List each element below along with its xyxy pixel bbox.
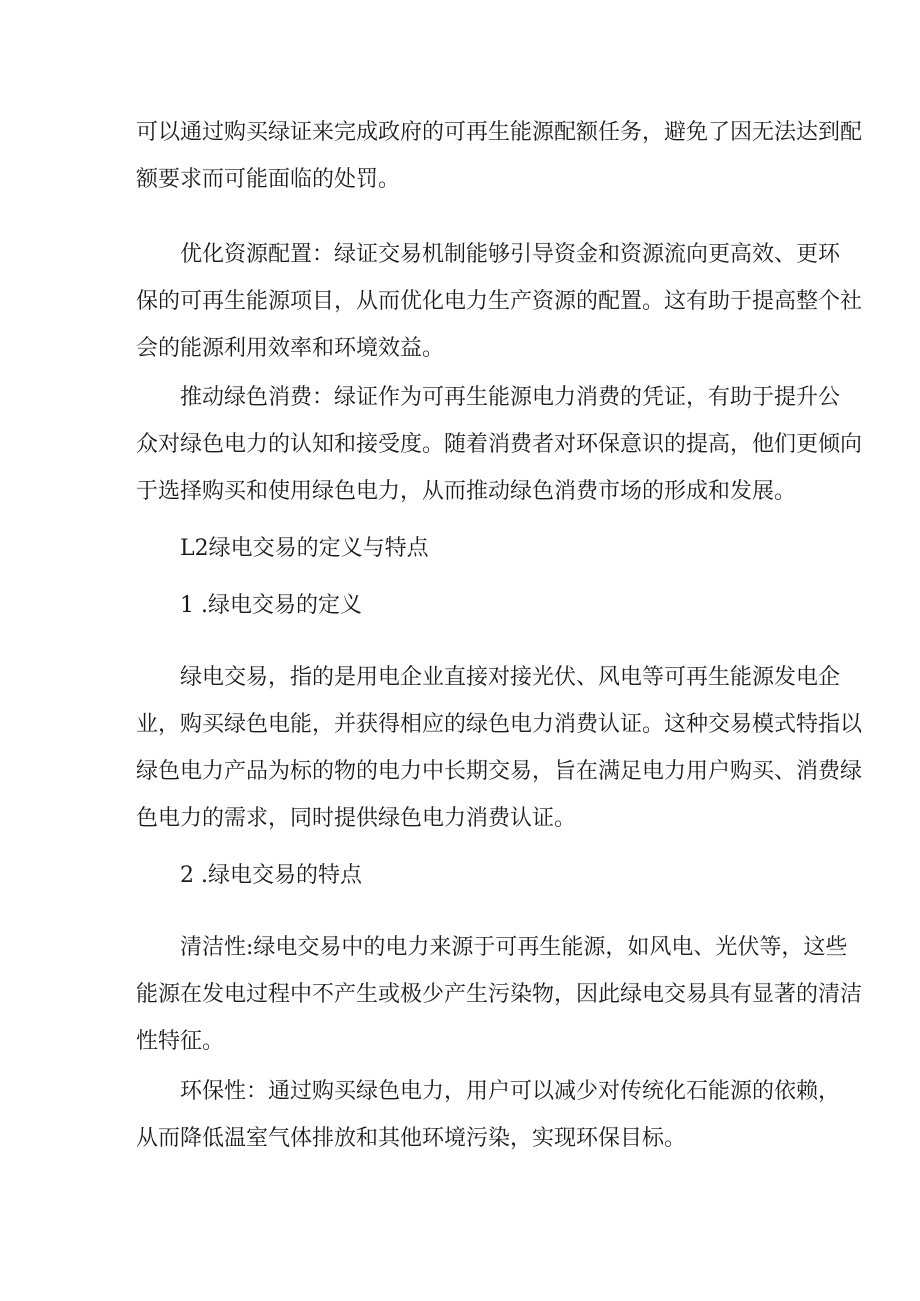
- paragraph-line: 可以通过购买绿证来完成政府的可再生能源配额任务，避免了因无法达到配: [136, 120, 863, 145]
- subsection-heading: 2 .绿电交易的特点: [180, 863, 362, 888]
- paragraph-line: 环保性：通过购买绿色电力，用户可以减少对传统化石能源的依赖，: [180, 1079, 841, 1104]
- paragraph-line: 推动绿色消费：绿证作为可再生能源电力消费的凭证，有助于提升公: [180, 385, 841, 410]
- paragraph-line: 额要求而可能面临的处罚。: [136, 167, 401, 192]
- paragraph-line: 于选择购买和使用绿色电力，从而推动绿色消费市场的形成和发展。: [136, 479, 797, 504]
- paragraph-line: 从而降低温室气体排放和其他环境污染，实现环保目标。: [136, 1126, 687, 1151]
- paragraph-line: 保的可再生能源项目，从而优化电力生产资源的配置。这有助于提高整个社: [136, 289, 863, 314]
- paragraph-line: 绿色电力产品为标的物的电力中长期交易，旨在满足电力用户购买、消费绿: [136, 759, 863, 784]
- paragraph-line: 业，购买绿色电能，并获得相应的绿色电力消费认证。这种交易模式特指以: [136, 712, 863, 737]
- section-heading: L2绿电交易的定义与特点: [180, 536, 429, 561]
- paragraph-line: 清洁性:绿电交易中的电力来源于可再生能源，如风电、光伏等，这些: [180, 935, 848, 960]
- paragraph-line: 绿电交易，指的是用电企业直接对接光伏、风电等可再生能源发电企: [180, 665, 841, 690]
- paragraph-line: 会的能源利用效率和环境效益。: [136, 336, 445, 361]
- paragraph-line: 性特征。: [136, 1029, 225, 1054]
- paragraph-line: 能源在发电过程中不产生或极少产生污染物，因此绿电交易具有显著的清洁: [136, 982, 863, 1007]
- subsection-heading: 1 .绿电交易的定义: [180, 593, 362, 618]
- paragraph-line: 色电力的需求，同时提供绿色电力消费认证。: [136, 806, 577, 831]
- paragraph-line: 优化资源配置：绿证交易机制能够引导资金和资源流向更高效、更环: [180, 242, 841, 267]
- paragraph-line: 众对绿色电力的认知和接受度。随着消费者对环保意识的提高，他们更倾向: [136, 432, 863, 457]
